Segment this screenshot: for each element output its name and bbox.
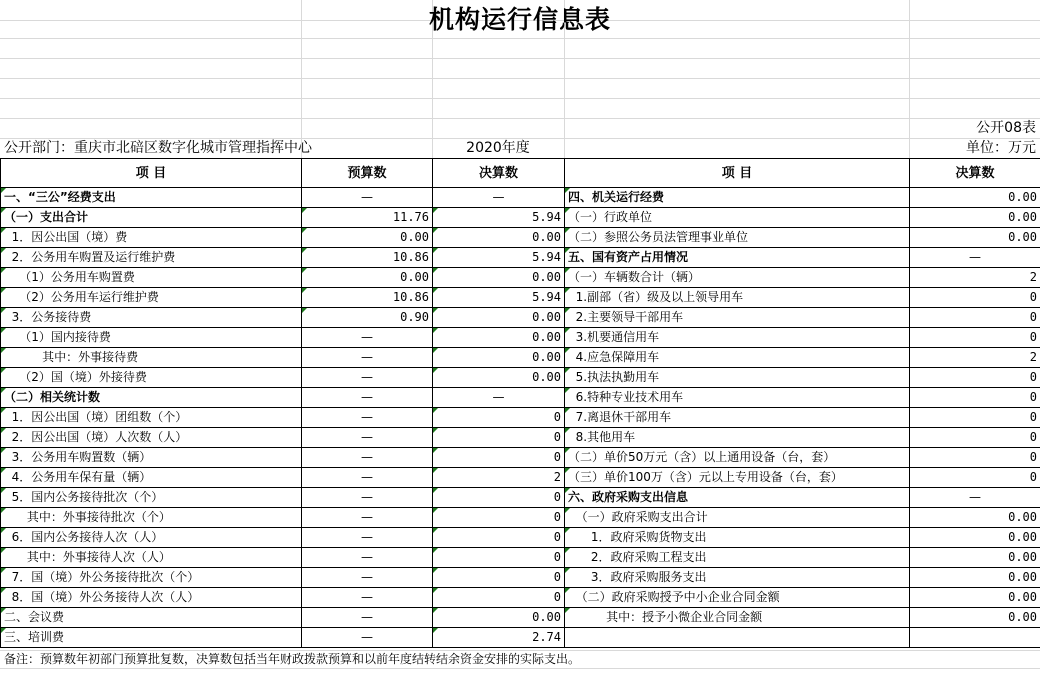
cell-right-final[interactable]: —	[910, 488, 1040, 508]
cell-right-final[interactable]: 0.00	[910, 228, 1040, 248]
cell-right-item[interactable]: 5.执法执勤用车	[565, 368, 910, 388]
table-row	[1, 588, 1040, 608]
cell-budget[interactable]: 10.86	[302, 248, 433, 268]
cell-budget[interactable]: 0.00	[302, 228, 433, 248]
table-row	[1, 428, 1040, 448]
cell-left-item[interactable]: 二、会议费	[1, 608, 302, 628]
page-title: 机构运行信息表	[428, 5, 611, 34]
table-row	[1, 308, 1040, 328]
table-row	[1, 288, 1040, 308]
cell-right-final[interactable]: 0.00	[910, 508, 1040, 528]
cell-right-final[interactable]: 0.00	[910, 588, 1040, 608]
cell-left-item[interactable]: 其中：外事接待费	[1, 348, 302, 368]
cell-right-item[interactable]: 3．政府采购服务支出	[565, 568, 910, 588]
cell-right-final[interactable]: 0	[910, 428, 1040, 448]
cell-budget[interactable]: 0.90	[302, 308, 433, 328]
cell-left-item[interactable]: 2．因公出国（境）人次数（人）	[1, 428, 302, 448]
table-row	[1, 348, 1040, 368]
table-row	[1, 228, 1040, 248]
table-header-row	[1, 159, 1040, 188]
cell-right-final[interactable]: 0	[910, 388, 1040, 408]
cell-final[interactable]: 0.00	[433, 308, 565, 328]
cell-final[interactable]: 2	[433, 468, 565, 488]
cell-right-final[interactable]: 0	[910, 408, 1040, 428]
cell-final[interactable]: 0	[433, 568, 565, 588]
cell-left-item[interactable]: 1．因公出国（境）费	[1, 228, 302, 248]
table-row	[1, 628, 1040, 648]
cell-left-item[interactable]: 7．国（境）外公务接待批次（个）	[1, 568, 302, 588]
cell-right-item[interactable]: 1.副部（省）级及以上领导用车	[565, 288, 910, 308]
cell-right-item[interactable]	[565, 628, 910, 648]
table-row	[1, 508, 1040, 528]
cell-budget[interactable]: —	[302, 528, 433, 548]
header-item-right[interactable]: 项 目	[565, 159, 910, 188]
cell-final[interactable]: 0.00	[433, 608, 565, 628]
header-item-left[interactable]: 项 目	[1, 159, 302, 188]
cell-left-item[interactable]: 1．因公出国（境）团组数（个）	[1, 408, 302, 428]
cell-left-item[interactable]: 3．公务用车购置数（辆）	[1, 448, 302, 468]
cell-right-item[interactable]: 4.应急保障用车	[565, 348, 910, 368]
cell-budget[interactable]: —	[302, 608, 433, 628]
cell-final[interactable]: 0.00	[433, 368, 565, 388]
cell-final[interactable]: 5.94	[433, 248, 565, 268]
cell-budget[interactable]: —	[302, 368, 433, 388]
cell-budget[interactable]: 11.76	[302, 208, 433, 228]
header-final[interactable]: 决算数	[433, 159, 565, 188]
cell-right-final[interactable]: 0	[910, 328, 1040, 348]
cell-right-item[interactable]: 6.特种专业技术用车	[565, 388, 910, 408]
cell-left-item[interactable]: 3．公务接待费	[1, 308, 302, 328]
sheet-number: 公开08表	[976, 120, 1036, 136]
cell-left-item[interactable]: 5．国内公务接待批次（个）	[1, 488, 302, 508]
header-final-right[interactable]: 决算数	[910, 159, 1040, 188]
cell-right-item[interactable]: （一）车辆数合计（辆）	[565, 268, 910, 288]
cell-right-final[interactable]: 0.00	[910, 528, 1040, 548]
cell-budget[interactable]: —	[302, 408, 433, 428]
cell-final[interactable]: 2.74	[433, 628, 565, 648]
footnote: 备注：预算数年初部门预算批复数，决算数包括当年财政拨款预算和以前年度结转结余资金安排的实际支出。	[4, 652, 581, 666]
cell-right-final[interactable]: 0.00	[910, 208, 1040, 228]
cell-right-final[interactable]: 0	[910, 468, 1040, 488]
cell-budget[interactable]: 0.00	[302, 268, 433, 288]
cell-final[interactable]: 0.00	[433, 348, 565, 368]
cell-right-final[interactable]: 0	[910, 448, 1040, 468]
table-row	[1, 608, 1040, 628]
cell-right-item[interactable]: 2．政府采购工程支出	[565, 548, 910, 568]
cell-left-item[interactable]: 其中：外事接待人次（人）	[1, 548, 302, 568]
header-budget[interactable]: 预算数	[302, 159, 433, 188]
cell-right-final[interactable]: 0.00	[910, 188, 1040, 208]
cell-right-item[interactable]: 7.离退休干部用车	[565, 408, 910, 428]
cell-right-final[interactable]: 0.00	[910, 548, 1040, 568]
cell-right-item[interactable]: 四、机关运行经费	[565, 188, 910, 208]
cell-right-final[interactable]: 2	[910, 348, 1040, 368]
cell-budget[interactable]: —	[302, 388, 433, 408]
cell-final[interactable]: 0	[433, 448, 565, 468]
cell-budget[interactable]: —	[302, 428, 433, 448]
cell-left-item[interactable]: 其中：外事接待批次（个）	[1, 508, 302, 528]
cell-final[interactable]: 5.94	[433, 208, 565, 228]
cell-right-final[interactable]: —	[910, 248, 1040, 268]
fiscal-year: 2020年度	[466, 140, 530, 156]
cell-right-final[interactable]: 0.00	[910, 568, 1040, 588]
cell-left-item[interactable]: 三、培训费	[1, 628, 302, 648]
cell-final[interactable]: 0	[433, 488, 565, 508]
table-row	[1, 268, 1040, 288]
table-row	[1, 448, 1040, 468]
cell-final[interactable]: —	[433, 388, 565, 408]
cell-final[interactable]: 0.00	[433, 228, 565, 248]
cell-right-item[interactable]: （二）政府采购授予中小企业合同金额	[565, 588, 910, 608]
table-row	[1, 248, 1040, 268]
cell-final[interactable]: 0	[433, 528, 565, 548]
cell-left-item[interactable]: （一）支出合计	[1, 208, 302, 228]
cell-left-item[interactable]: 2．公务用车购置及运行维护费	[1, 248, 302, 268]
cell-right-item[interactable]: 1．政府采购货物支出	[565, 528, 910, 548]
table-row	[1, 488, 1040, 508]
cell-left-item[interactable]: （1）国内接待费	[1, 328, 302, 348]
cell-right-item[interactable]: （二）参照公务员法管理事业单位	[565, 228, 910, 248]
cell-budget[interactable]: —	[302, 588, 433, 608]
cell-left-item[interactable]: （1）公务用车购置费	[1, 268, 302, 288]
cell-right-item[interactable]: 六、政府采购支出信息	[565, 488, 910, 508]
cell-final[interactable]: 0	[433, 508, 565, 528]
cell-right-final[interactable]: 2	[910, 268, 1040, 288]
cell-left-item[interactable]: （2）公务用车运行维护费	[1, 288, 302, 308]
cell-right-item[interactable]: 3.机要通信用车	[565, 328, 910, 348]
cell-budget[interactable]: —	[302, 188, 433, 208]
cell-final[interactable]: —	[433, 188, 565, 208]
cell-final[interactable]: 0	[433, 548, 565, 568]
institution-operation-table	[0, 158, 1040, 648]
table-row	[1, 408, 1040, 428]
cell-right-item[interactable]: 8.其他用车	[565, 428, 910, 448]
cell-budget[interactable]: —	[302, 548, 433, 568]
cell-left-item[interactable]: 8．国（境）外公务接待人次（人）	[1, 588, 302, 608]
cell-final[interactable]: 0.00	[433, 328, 565, 348]
cell-budget[interactable]: —	[302, 468, 433, 488]
table-row	[1, 528, 1040, 548]
cell-right-final[interactable]: 0.00	[910, 608, 1040, 628]
cell-budget[interactable]: —	[302, 328, 433, 348]
cell-right-final[interactable]: 0	[910, 288, 1040, 308]
cell-right-item[interactable]: （二）单价50万元（含）以上通用设备（台，套）	[565, 448, 910, 468]
table-row	[1, 548, 1040, 568]
cell-final[interactable]: 0.00	[433, 268, 565, 288]
cell-final[interactable]: 0	[433, 428, 565, 448]
table-row	[1, 188, 1040, 208]
cell-budget[interactable]: —	[302, 508, 433, 528]
cell-right-item[interactable]: 2.主要领导干部用车	[565, 308, 910, 328]
cell-final[interactable]: 0	[433, 588, 565, 608]
department-label: 公开部门：重庆市北碚区数字化城市管理指挥中心	[4, 140, 312, 156]
cell-final[interactable]: 0	[433, 408, 565, 428]
cell-left-item[interactable]: 一、“三公”经费支出	[1, 188, 302, 208]
cell-left-item[interactable]: （二）相关统计数	[1, 388, 302, 408]
cell-budget[interactable]: —	[302, 628, 433, 648]
cell-right-item[interactable]: （三）单价100万（含）元以上专用设备（台，套）	[565, 468, 910, 488]
cell-left-item[interactable]: 6．国内公务接待人次（人）	[1, 528, 302, 548]
cell-right-final[interactable]	[910, 628, 1040, 648]
cell-final[interactable]: 5.94	[433, 288, 565, 308]
table-row	[1, 208, 1040, 228]
cell-right-final[interactable]: 0	[910, 308, 1040, 328]
table-row	[1, 368, 1040, 388]
cell-left-item[interactable]: （2）国（境）外接待费	[1, 368, 302, 388]
cell-right-item[interactable]: 其中：授予小微企业合同金额	[565, 608, 910, 628]
cell-right-item[interactable]: 五、国有资产占用情况	[565, 248, 910, 268]
cell-budget[interactable]: —	[302, 448, 433, 468]
cell-right-item[interactable]: （一）政府采购支出合计	[565, 508, 910, 528]
table-row	[1, 568, 1040, 588]
cell-left-item[interactable]: 4．公务用车保有量（辆）	[1, 468, 302, 488]
table-row	[1, 468, 1040, 488]
unit-label: 单位：万元	[966, 140, 1036, 156]
cell-right-final[interactable]: 0	[910, 368, 1040, 388]
table-row	[1, 388, 1040, 408]
table-row	[1, 328, 1040, 348]
cell-budget[interactable]: 10.86	[302, 288, 433, 308]
cell-budget[interactable]: —	[302, 568, 433, 588]
cell-budget[interactable]: —	[302, 348, 433, 368]
cell-right-item[interactable]: （一）行政单位	[565, 208, 910, 228]
cell-budget[interactable]: —	[302, 488, 433, 508]
